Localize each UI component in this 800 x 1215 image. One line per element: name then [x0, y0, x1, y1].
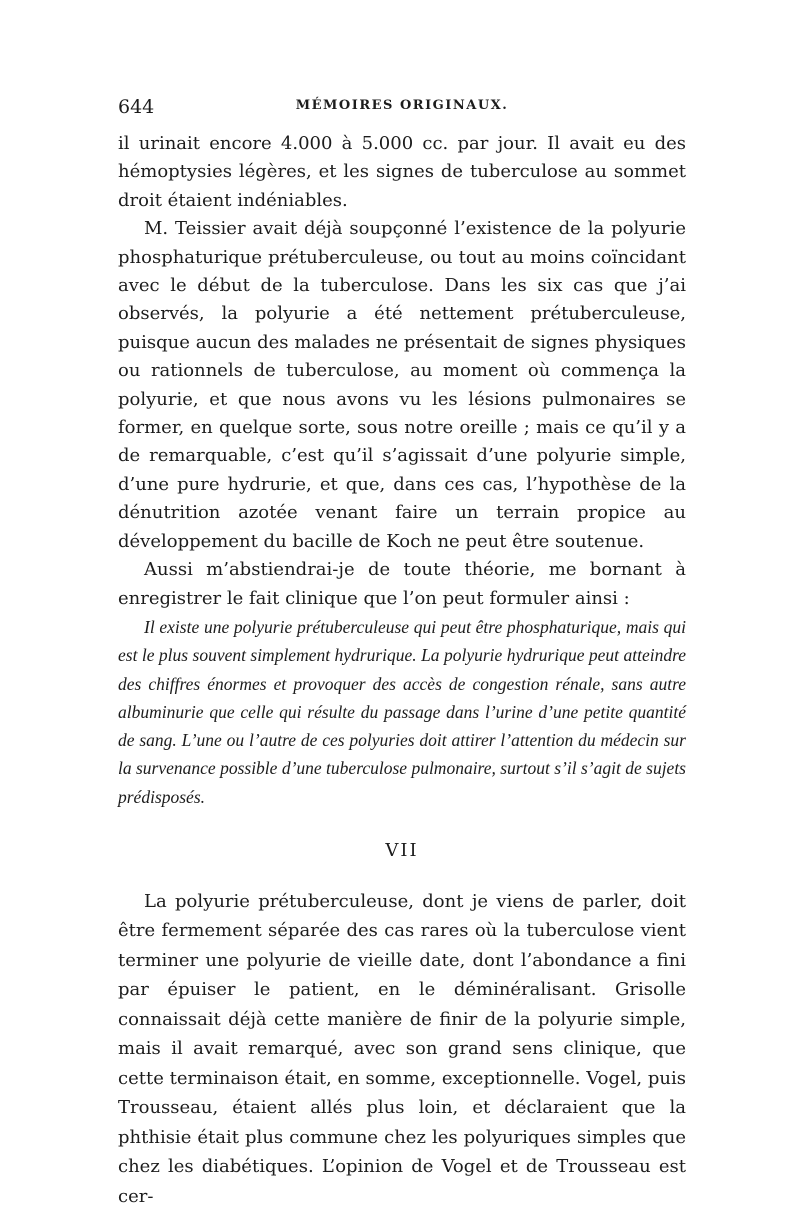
book-page	[118, 96, 686, 1211]
paragraph-abstention: Aussi m’abstiendrai-je de toute théorie, me bornant à enregistrer le fait clinique que l’on peut formuler ainsi :	[118, 559, 686, 609]
paragraph-section-vii: La polyurie prétuberculeuse, dont je viens de parler, doit être fermement séparée des cas rares où la tuberculose vient terminer une polyurie de vieille date, dont l’abondance a fini par épuiser le patient, en le déminéralisant. Grisolle connaissait déjà cette manière de finir de la polyurie simple, mais il avait remarqué, avec son grand sens clinique, que cette terminaison était, en somme, exceptionnelle. Vogel, puis Trousseau, étaient allés plus loin, et déclaraient que la phthisie était plus commune chez les polyuriques simples que chez les diabétiques. L’opinion de Vogel et de Trousseau est cer-	[118, 890, 686, 1207]
section-vii	[118, 887, 686, 1212]
running-head	[118, 96, 686, 126]
section-heading: VII	[385, 839, 419, 861]
running-title: MÉMOIRES ORIGINAUX.	[295, 98, 509, 113]
page-number: 644	[118, 96, 155, 118]
body-text	[118, 130, 686, 1211]
paragraph-teissier: M. Teissier avait déjà soupçonné l’existence de la polyurie phosphaturique prétuberculeuse, ou tout au moins coïncidant avec le début de la tuberculose. Dans les six cas que j’ai observés, la polyurie a été nettement prétuberculeuse, puisque aucun des malades ne présentait de signes physiques ou rationnels de tuberculose, au moment où commença la polyurie, et que nous avons vu les lésions pulmonaires se former, en quelque sorte, sous notre oreille ; mais ce qu’il y a de remarquable, c’est qu’il s’agissait d’une polyurie simple, d’une pure hydrurie, et que, dans ces cas, l’hypothèse de la dénutrition azotée venant faire un terrain propice au développement du bacille de Koch ne peut être soutenue.	[118, 218, 686, 552]
paragraph-conclusion-italic: Il existe une polyurie prétuberculeuse qui peut être phosphaturique, mais qui est le plus souvent simplement hydrurique. La polyurie hydrurique peut atteindre des chiffres énormes et provoquer des accès de congestion rénale, sans autre albuminurie que celle qui résulte du passage dans l’urine d’une petite quantité de sang. L’une ou l’autre de ces polyuries doit attirer l’attention du médecin sur la survenance possible d’une tuberculose pulmonaire, surtout s’il s’agit de sujets prédisposés.	[118, 616, 686, 807]
paragraph-continuation: il urinait encore 4.000 à 5.000 cc. par jour. Il avait eu des hémoptysies légères, et les signes de tuberculose au sommet droit étaient indéniables.	[118, 133, 686, 211]
